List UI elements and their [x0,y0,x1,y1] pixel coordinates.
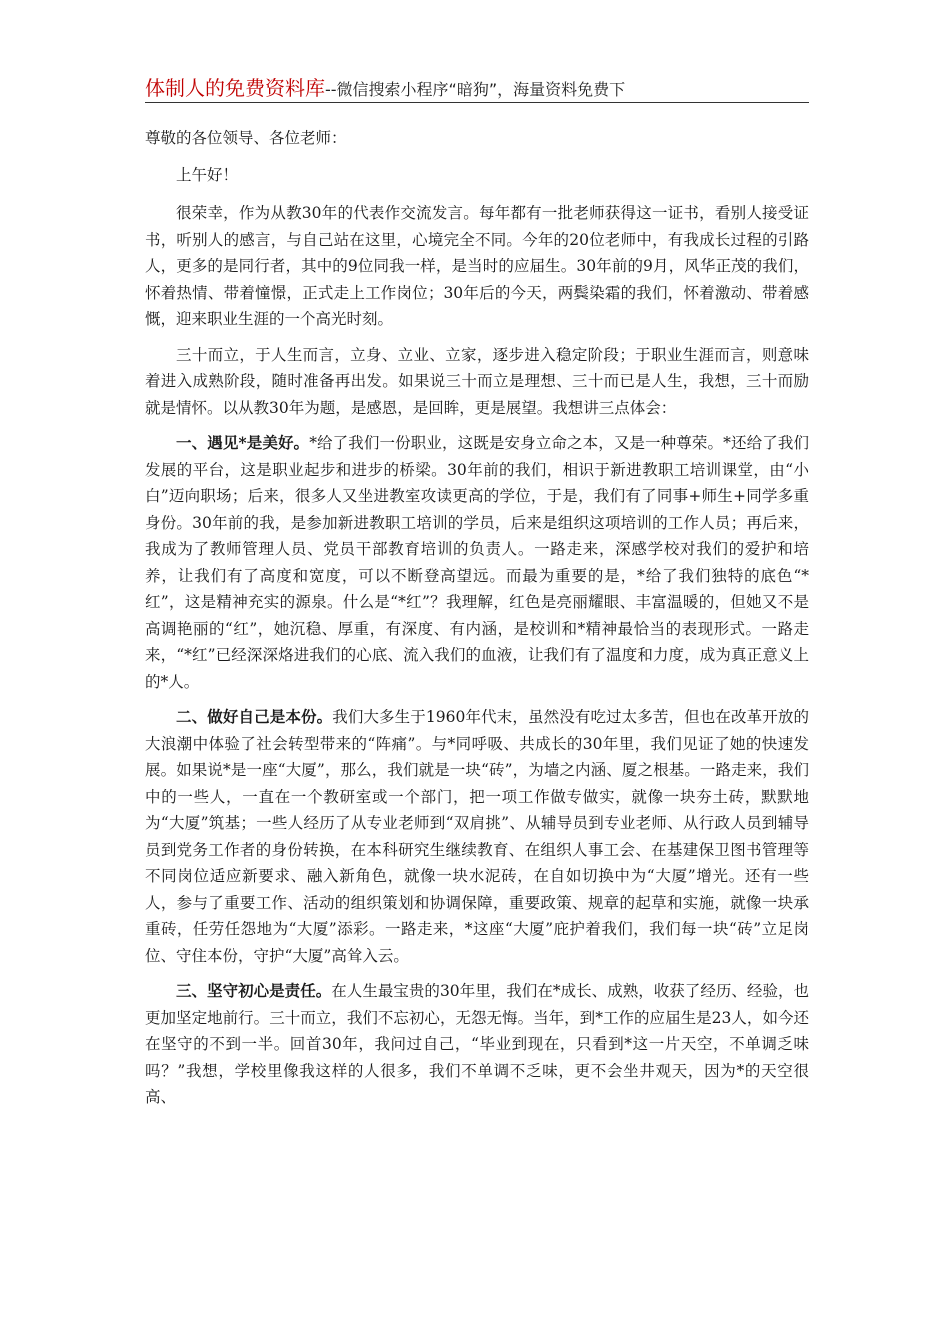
paragraph-text: 我们大多生于1960年代末，虽然没有吃过太多苦，但也在改革开放的大浪潮中体验了社会转型带来的“阵痛”。与*同呼吸、共成长的30年里，我们见证了她的快速发展。如果说*是一座“大厦”，那么，我们就是一块“砖”，为墙之内涵、厦之根基。一路走来，我们中的一些人，一直在一个教研室或一个部门，把一项工作做专做实，就像一块夯土砖，默默地为“大厦”筑基；一些人经历了从专业老师到“双肩挑”、从辅导员到专业老师、从行政人员到辅导员到党务工作者的身份转换，在本科研究生继续教育、在组织人事工会、在基建保卫图书管理等不同岗位适应新要求、融入新角色，就像一块水泥砖，在自如切换中为“大厦”增光。还有一些人，参与了重要工作、活动的组织策划和协调保障，重要政策、规章的起草和实施，就像一块承重砖，任劳任怨地为“大厦”添彩。一路走来，*这座“大厦”庇护着我们，我们每一块“砖”立足岗位、守住本份，守护“大厦”高耸入云。 [145,708,809,965]
section-heading: 一、遇见*是美好。 [176,433,310,452]
paragraph [145,978,809,1111]
paragraph-text: 在人生最宝贵的30年里，我们在*成长、成熟，收获了经历、经验，也更加坚定地前行。三十而立，我们不忘初心，无怨无悔。当年，到*工作的应届生是23人，如今还在坚守的不到一半。回首30年，我问过自己，“毕业到现在，只看到*这一片天空，不单调乏味吗？”我想，学校里像我这样的人很多，我们不单调不乏味，更不会坐井观天，因为*的天空很高、 [145,982,809,1106]
paragraph-text: 三十而立，于人生而言，立身、立业、立家，逐步进入稳定阶段；于职业生涯而言，则意味着进入成熟阶段，随时准备再出发。如果说三十而立是理想、三十而已是人生，我想，三十而励就是情怀。以从教30年为题，是感恩，是回眸，更是展望。我想讲三点体会： [145,345,809,417]
speech-body [145,125,809,1120]
page-header [145,72,809,103]
greeting: 上午好！ [176,165,239,184]
header-tagline: --微信搜索小程序“暗狗”，海量资料免费下 [325,80,626,99]
paragraph [145,704,809,969]
header-brand: 体制人的免费资料库 [145,76,325,100]
salutation: 尊敬的各位领导、各位老师： [145,129,347,147]
paragraph-text: *给了我们一份职业，这既是安身立命之本，又是一种尊荣。*还给了我们发展的平台，这是职业起步和进步的桥梁。30年前的我们，相识于新进教职工培训课堂，由“小白”迈向职场；后来，很多人又坐进教室攻读更高的学位，于是，我们有了同事+师生+同学多重身份。30年前的我，是参加新进教职工培训的学员，后来是组织这项培训的工作人员；再后来，我成为了教师管理人员、党员干部教育培训的负责人。一路走来，深感学校对我们的爱护和培养，让我们有了高度和宽度，可以不断登高望远。而最为重要的是，*给了我们独特的底色“*红”，这是精神充实的源泉。什么是“*红”？我理解，红色是亮丽耀眼、丰富温暖的，但她又不是高调艳丽的“红”，她沉稳、厚重，有深度、有内涵，是校训和*精神最恰当的表现形式。一路走来，“*红”已经深深烙进我们的心底、流入我们的血液，让我们有了温度和力度，成为真正意义上的*人。 [145,434,809,691]
paragraph [145,430,809,695]
paragraph [145,342,809,422]
section-heading: 二、做好自己是本份。 [176,707,333,726]
section-heading: 三、坚守初心是责任。 [176,981,332,1000]
paragraph [145,200,809,333]
paragraph-text: 很荣幸，作为从教30年的代表作交流发言。每年都有一批老师获得这一证书，看别人接受证书，听别人的感言，与自己站在这里，心境完全不同。今年的20位老师中，有我成长过程的引路人，更多的是同行者，其中的9位同我一样，是当时的应届生。30年前的9月，风华正茂的我们，怀着热情、带着憧憬，正式走上工作岗位；30年后的今天，两鬓染霜的我们，怀着激动、带着感慨，迎来职业生涯的一个高光时刻。 [145,204,809,328]
